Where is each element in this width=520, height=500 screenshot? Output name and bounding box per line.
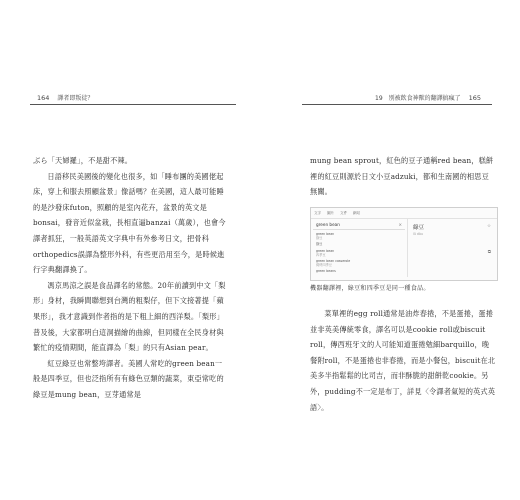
result-romanization: lǜ dòu [413, 232, 423, 236]
screenshot-toolbar [311, 208, 497, 219]
toolbar-tab: 文字 [314, 211, 322, 215]
suggestion-text: green bean [316, 249, 335, 253]
star-icon: ☆ [486, 224, 491, 229]
copy-icon: ⧉ [487, 250, 491, 255]
right-column-top-text [310, 153, 496, 200]
source-panel [313, 219, 405, 277]
left-column-text [33, 153, 229, 403]
panel-divider [407, 219, 408, 277]
right-header-rule [302, 104, 492, 105]
suggestion-text: green bean casserole [316, 259, 351, 263]
suggestion-text: 綠豆 [316, 242, 323, 246]
paragraph: 馮京馬涼之誤是食品譯名的常態。20年前讀到中文「梨形」身材，我瞬間聯想到台灣的粗梨仔，但下文接著提「蘋果形」，我才意識到作者指的是下粗上細的西洋梨。「梨形」普及後，大家都明白這洞描繪的曲線，但同樣在全民身材與繁忙的疫情期間，能直譯為「梨」的只有Asian pear。 [33, 280, 226, 353]
left-page-number: 164 [37, 94, 50, 102]
result-word: 綠豆 [413, 225, 425, 231]
left-page-header [31, 93, 93, 102]
right-column-bottom-text [310, 306, 496, 415]
suggestion-item [316, 249, 334, 257]
suggestion-sub: 綠豆 [316, 236, 323, 240]
suggestion-item [316, 242, 322, 246]
suggestion-sub: 焗烤四季豆 [316, 263, 332, 267]
suggestion-text: green beans [316, 269, 336, 273]
paragraph: 紅豆綠豆也常整垮譯者。美國人常吃的green bean一般是四季豆，但也泛指所有有綠色豆類的蔬菜，東亞常吃的綠豆是mung bean，豆芽通常是 [33, 358, 224, 399]
result-panel [409, 219, 495, 277]
right-page-header [375, 93, 487, 102]
suggestion-item [316, 259, 350, 267]
translation-screenshot [310, 207, 498, 281]
toolbar-tab: 文件 [340, 211, 348, 215]
search-query: green bean [316, 222, 340, 227]
paragraph: 日語移民美國後的變化也很多，如「睡布團的美國佬起床，穿上和服去照顧盆景」像話嗎？在美國，這人最可能睡的是沙發床futon，照顧的是室內花卉，盆景的英文是bonsai，發音近似盆栽，長相直逼banzai（萬歲），也會今譯者抓狂，一般英語英文字典中有外參考日文，把骨科orthopedics誤譯為整形外科，有些更沿用至今，是時候進行字典翻譯換了。 [33, 171, 226, 275]
suggestion-item [316, 232, 334, 240]
paragraph: 菜單裡的egg roll通常是油炸春捲，不是蛋捲，蛋捲並非英美傳統零食，譯名可以是cookie roll或biscuit roll，傳西班牙文的人可能知道蛋捲勉細barquillo，晚餐附roll，不是蛋捲也非春捲，而是小餐包，biscuit在北美多半指鬆鬆的比司吉，而非酥脆的甜餅乾cookie。另外，pudding不一定是布丁，詳見〈令譯者氣短的英式英語〉。 [310, 309, 496, 412]
suggestion-sub: 四季豆 [316, 253, 326, 257]
source-input [313, 219, 405, 230]
suggestion-item [316, 269, 336, 273]
suggestion-text: green bean [316, 232, 335, 236]
right-page-number: 165 [468, 94, 481, 102]
right-running-title: 19 別被飲食神獸的翻譯搞瘋了 [375, 95, 461, 102]
figure-caption: 機器翻譯裡，綠豆和四季豆是同一種食品。 [310, 285, 430, 292]
toolbar-tab: 圖片 [327, 211, 335, 215]
paragraph: mung bean sprout，紅色的豆子通稱red bean，糕餅裡的紅豆則源於日文小豆adzuki，都和生南國的相思豆無關。 [310, 156, 494, 197]
close-icon: × [398, 221, 402, 227]
toolbar-tab: 網站 [353, 211, 361, 215]
paragraph: ぶら「天婦羅」，不是甜不辣。 [33, 156, 133, 165]
left-running-title: 譯者即叛徒？ [57, 95, 94, 102]
left-header-rule [30, 104, 236, 105]
